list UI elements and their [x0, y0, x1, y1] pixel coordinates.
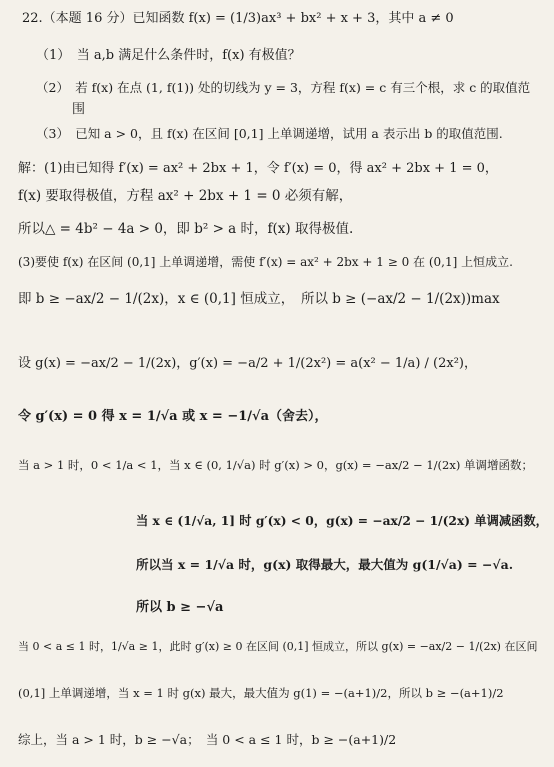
solution-line-3: 所以△ = 4b² − 4a > 0，即 b² > a 时，f(x) 取得极值. — [18, 221, 354, 237]
solution-line-1: 解：(1)由已知得 f′(x) = ax² + 2bx + 1，令 f′(x) = 0，得 ax² + 2bx + 1 = 0， — [18, 161, 498, 176]
question-2-line-2: 围 — [72, 102, 86, 117]
solution-line-13: (0,1] 上单调递增，当 x = 1 时 g(x) 最大，最大值为 g(1) = −(a+1)/2，所以 b ≥ −(a+1)/2 — [18, 686, 504, 700]
solution-line-6: 设 g(x) = −ax/2 − 1/(2x)，g′(x) = −a/2 + 1/(2x²) = a(x² − 1/a) / (2x²)， — [18, 356, 477, 371]
solution-line-9: 当 x ∈ (1/√a, 1] 时 g′(x) < 0，g(x) = −ax/2 − 1/(2x) 单调减函数， — [136, 513, 548, 528]
solution-line-12: 当 0 < a ≤ 1 时，1/√a ≥ 1，此时 g′(x) ≥ 0 在区间 (0,1] 恒成立，所以 g(x) = −ax/2 − 1/(2x) 在区间 — [18, 640, 538, 653]
solution-line-4: (3)要使 f(x) 在区间 (0,1] 上单调递增，需使 f′(x) = ax² + 2bx + 1 ≥ 0 在 (0,1] 上恒成立. — [18, 255, 513, 269]
solution-line-8: 当 a > 1 时，0 < 1/a < 1，当 x ∈ (0, 1/√a) 时 g′(x) > 0，g(x) = −ax/2 − 1/(2x) 单调增函数； — [18, 458, 533, 472]
solution-line-14: 综上，当 a > 1 时，b ≥ −√a； 当 0 < a ≤ 1 时，b ≥ −(a+1)/2 — [18, 732, 397, 747]
solution-line-7: 令 g′(x) = 0 得 x = 1/√a 或 x = −1/√a（舍去）， — [18, 409, 328, 424]
problem-header: 22.（本题 16 分）已知函数 f(x) = (1/3)ax³ + bx² + x + 3，其中 a ≠ 0 — [22, 11, 454, 26]
solution-line-10: 所以当 x = 1/√a 时，g(x) 取得最大，最大值为 g(1/√a) = −√a. — [136, 557, 514, 572]
question-2-line-1: （2） 若 f(x) 在点 (1, f(1)) 处的切线为 y = 3，方程 f(x) = c 有三个根，求 c 的取值范 — [36, 80, 531, 95]
question-3: （3） 已知 a > 0，且 f(x) 在区间 [0,1] 上单调递增，试用 a 表示出 b 的取值范围. — [36, 126, 503, 141]
solution-line-5: 即 b ≥ −ax/2 − 1/(2x)，x ∈ (0,1] 恒成立， 所以 b ≥ (−ax/2 − 1/(2x))max — [18, 291, 500, 307]
solution-line-2: f(x) 要取得极值，方程 ax² + 2bx + 1 = 0 必须有解， — [18, 188, 353, 204]
question-1: （1） 当 a,b 满足什么条件时，f(x) 有极值？ — [36, 48, 301, 63]
solution-line-11: 所以 b ≥ −√a — [136, 600, 224, 615]
